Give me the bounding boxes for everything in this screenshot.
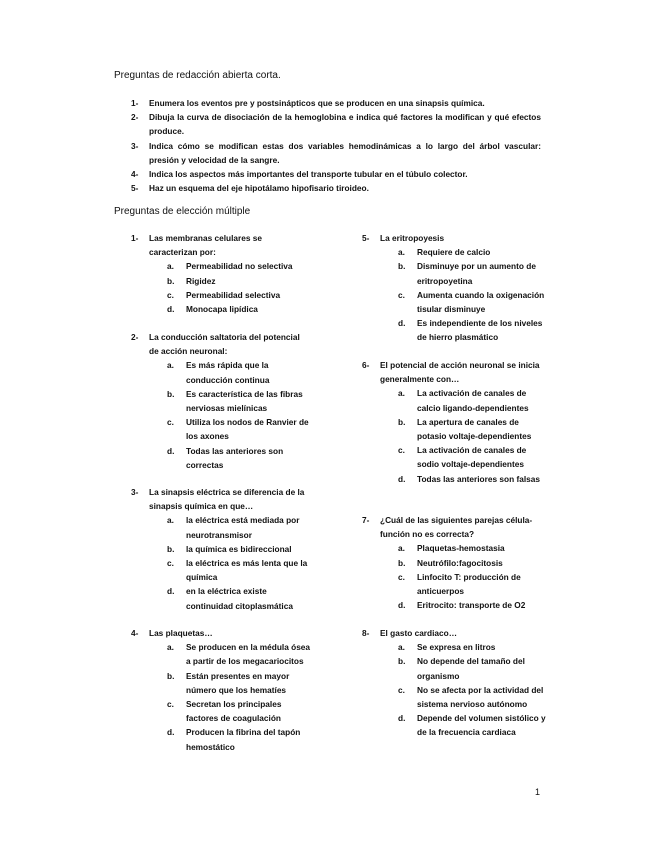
option-text: Monocapa lipídica bbox=[186, 304, 258, 315]
question-number: 5- bbox=[362, 233, 370, 243]
answer-option bbox=[131, 640, 311, 668]
answer-option bbox=[131, 288, 311, 302]
answer-option bbox=[362, 711, 547, 739]
option-letter: c. bbox=[398, 684, 405, 695]
option-letter: b. bbox=[167, 388, 175, 399]
answer-option bbox=[362, 556, 547, 570]
question-number: 4- bbox=[131, 628, 139, 638]
option-letter: b. bbox=[398, 261, 406, 272]
answer-option bbox=[131, 556, 311, 584]
option-letter: a. bbox=[398, 543, 405, 554]
question-text: El potencial de acción neuronal se inicia generalmente con… bbox=[380, 360, 540, 385]
question-text: Las plaquetas… bbox=[149, 628, 213, 638]
question-number: 8- bbox=[362, 628, 370, 638]
option-text: Todas las anteriores son falsas bbox=[417, 473, 540, 484]
answer-option bbox=[362, 259, 547, 287]
option-text: Se producen en la médula ósea a partir de los megacariocitos bbox=[186, 642, 311, 667]
option-text: Es más rápida que la conducción continua bbox=[186, 360, 270, 385]
option-letter: b. bbox=[167, 670, 175, 681]
question-text: Las membranas celulares se caracterizan por: bbox=[149, 233, 262, 258]
option-letter: c. bbox=[398, 289, 405, 300]
question-stem bbox=[131, 231, 311, 259]
option-text: la eléctrica es más lenta que la química bbox=[186, 558, 308, 583]
question-4 bbox=[131, 626, 311, 754]
answer-option bbox=[362, 541, 547, 555]
option-letter: a. bbox=[167, 360, 174, 371]
item-number: 3- bbox=[131, 140, 139, 151]
answer-option bbox=[362, 316, 547, 344]
option-text: Permeabilidad selectiva bbox=[186, 289, 281, 300]
option-letter: c. bbox=[398, 571, 405, 582]
answer-option bbox=[362, 443, 547, 471]
answer-option bbox=[131, 542, 311, 556]
option-text: Rigidez bbox=[186, 275, 216, 286]
option-text: Eritrocito: transporte de O2 bbox=[417, 600, 526, 611]
option-letter: c. bbox=[167, 558, 174, 569]
option-letter: d. bbox=[398, 600, 406, 611]
question-text: ¿Cuál de las siguientes parejas célula-función no es correcta? bbox=[380, 515, 533, 540]
answer-option bbox=[131, 387, 311, 415]
option-letter: d. bbox=[167, 445, 175, 456]
item-text: Indica cómo se modifican estas dos variables hemodinámicas a lo largo del árbol vascular: presión y velocidad de la sangre. bbox=[149, 140, 541, 165]
option-letter: a. bbox=[167, 261, 174, 272]
option-text: Secretan los principales factores de coagulación bbox=[186, 699, 282, 724]
answer-option bbox=[362, 415, 547, 443]
option-letter: a. bbox=[398, 388, 405, 399]
option-letter: a. bbox=[398, 642, 405, 653]
answer-option bbox=[131, 584, 311, 612]
question-stem bbox=[131, 330, 311, 358]
option-text: Utiliza los nodos de Ranvier de los axones bbox=[186, 417, 309, 442]
item-text: Indica los aspectos más importantes del transporte tubular en el túbulo colector. bbox=[149, 169, 468, 180]
option-text: Todas las anteriores son correctas bbox=[186, 445, 284, 470]
section-heading-multiple-choice: Preguntas de elección múltiple bbox=[114, 206, 251, 217]
question-1 bbox=[131, 231, 311, 316]
question-text: La eritropoyesis bbox=[380, 233, 445, 243]
answer-option bbox=[362, 683, 547, 711]
option-letter: d. bbox=[398, 318, 406, 329]
option-text: La activación de canales de calcio ligando-dependientes bbox=[417, 388, 529, 413]
answer-option bbox=[131, 725, 311, 753]
option-letter: a. bbox=[167, 642, 174, 653]
option-text: Se expresa en litros bbox=[417, 642, 496, 653]
question-stem bbox=[131, 485, 311, 513]
question-3 bbox=[131, 485, 311, 613]
option-text: la química es bidireccional bbox=[186, 543, 292, 554]
option-text: Están presentes en mayor número que los hematíes bbox=[186, 670, 290, 695]
option-text: Permeabilidad no selectiva bbox=[186, 261, 293, 272]
list-item bbox=[131, 181, 541, 195]
question-number: 1- bbox=[131, 233, 139, 243]
item-number: 1- bbox=[131, 98, 139, 108]
option-text: Aumenta cuando la oxigenación tisular disminuye bbox=[417, 289, 545, 315]
option-letter: b. bbox=[167, 543, 175, 554]
question-number: 7- bbox=[362, 515, 370, 525]
item-text: Enumera los eventos pre y postsinápticos que se producen en una sinapsis química. bbox=[149, 98, 485, 108]
option-letter: c. bbox=[398, 445, 405, 456]
option-letter: c. bbox=[167, 289, 174, 300]
option-letter: b. bbox=[398, 416, 406, 427]
option-text: No se afecta por la actividad del sistema nervioso autónomo bbox=[417, 684, 544, 710]
option-letter: b. bbox=[398, 557, 406, 568]
answer-option bbox=[131, 274, 311, 288]
answer-option bbox=[131, 669, 311, 697]
answer-option bbox=[131, 302, 311, 316]
option-text: Requiere de calcio bbox=[417, 247, 491, 258]
answer-option bbox=[131, 513, 311, 541]
option-letter: d. bbox=[167, 586, 175, 597]
answer-option bbox=[362, 245, 547, 259]
option-text: en la eléctrica existe continuidad citoplasmática bbox=[186, 586, 293, 611]
option-letter: a. bbox=[398, 247, 405, 258]
option-letter: c. bbox=[167, 417, 174, 428]
answer-option bbox=[362, 472, 547, 486]
option-text: La activación de canales de sodio voltaje-dependientes bbox=[417, 445, 527, 470]
answer-option bbox=[362, 598, 547, 612]
answer-option bbox=[131, 415, 311, 443]
question-text: La conducción saltatoria del potencial de acción neuronal: bbox=[149, 332, 300, 357]
list-item bbox=[131, 96, 541, 110]
list-item bbox=[131, 139, 541, 167]
option-letter: d. bbox=[167, 727, 175, 738]
question-8 bbox=[362, 626, 547, 740]
option-text: Neutrófilo:fagocitosis bbox=[417, 557, 503, 568]
option-text: Depende del volumen sistólico y de la frecuencia cardiaca bbox=[417, 713, 546, 738]
question-number: 6- bbox=[362, 360, 370, 370]
option-text: Producen la fibrina del tapón hemostático bbox=[186, 727, 301, 752]
question-text: El gasto cardiaco… bbox=[380, 628, 458, 638]
answer-option bbox=[362, 570, 547, 598]
section-heading-short-answer: Preguntas de redacción abierta corta. bbox=[114, 70, 281, 81]
option-text: Es independiente de los niveles de hierro plasmático bbox=[417, 318, 543, 343]
answer-option bbox=[131, 259, 311, 273]
list-item bbox=[131, 167, 541, 181]
question-stem bbox=[131, 626, 311, 640]
option-text: No depende del tamaño del organismo bbox=[417, 656, 525, 681]
option-text: La apertura de canales de potasio voltaje-dependientes bbox=[417, 416, 532, 442]
option-letter: d. bbox=[398, 713, 406, 724]
option-text: Plaquetas-hemostasia bbox=[417, 543, 505, 554]
question-7 bbox=[362, 513, 547, 612]
option-letter: b. bbox=[167, 275, 175, 286]
answer-option bbox=[362, 288, 547, 316]
option-text: la eléctrica está mediada por neurotransmisor bbox=[186, 515, 300, 540]
list-item bbox=[131, 110, 541, 138]
page-number: 1 bbox=[535, 787, 541, 797]
answer-option bbox=[362, 640, 547, 654]
option-text: Linfocito T: producción de anticuerpos bbox=[417, 571, 521, 597]
answer-option bbox=[131, 358, 311, 386]
question-2 bbox=[131, 330, 311, 472]
answer-option bbox=[131, 444, 311, 472]
answer-option bbox=[362, 386, 547, 414]
answer-option bbox=[362, 654, 547, 682]
question-6 bbox=[362, 358, 547, 486]
item-number: 5- bbox=[131, 183, 139, 194]
option-letter: d. bbox=[398, 473, 406, 484]
question-number: 3- bbox=[131, 487, 139, 497]
option-letter: d. bbox=[167, 304, 175, 315]
question-text: La sinapsis eléctrica se diferencia de la sinapsis química en que… bbox=[149, 487, 305, 512]
answer-option bbox=[131, 697, 311, 725]
question-5 bbox=[362, 231, 547, 345]
question-stem bbox=[362, 231, 547, 245]
question-stem bbox=[362, 626, 547, 640]
item-number: 2- bbox=[131, 112, 139, 123]
option-letter: c. bbox=[167, 699, 174, 710]
option-letter: b. bbox=[398, 656, 406, 667]
short-answer-list bbox=[131, 96, 541, 195]
question-stem bbox=[362, 358, 547, 386]
item-number: 4- bbox=[131, 169, 139, 180]
option-text: Disminuye por un aumento de eritropoyetina bbox=[417, 261, 536, 286]
question-stem bbox=[362, 513, 547, 541]
option-text: Es característica de las fibras nerviosas mielínicas bbox=[186, 388, 303, 414]
item-text: Dibuja la curva de disociación de la hemoglobina e indica qué factores la modifican y qué efectos produce. bbox=[149, 112, 541, 137]
item-text: Haz un esquema del eje hipotálamo hipofisario tiroideo. bbox=[149, 183, 369, 194]
option-letter: a. bbox=[167, 515, 174, 526]
question-number: 2- bbox=[131, 332, 139, 342]
